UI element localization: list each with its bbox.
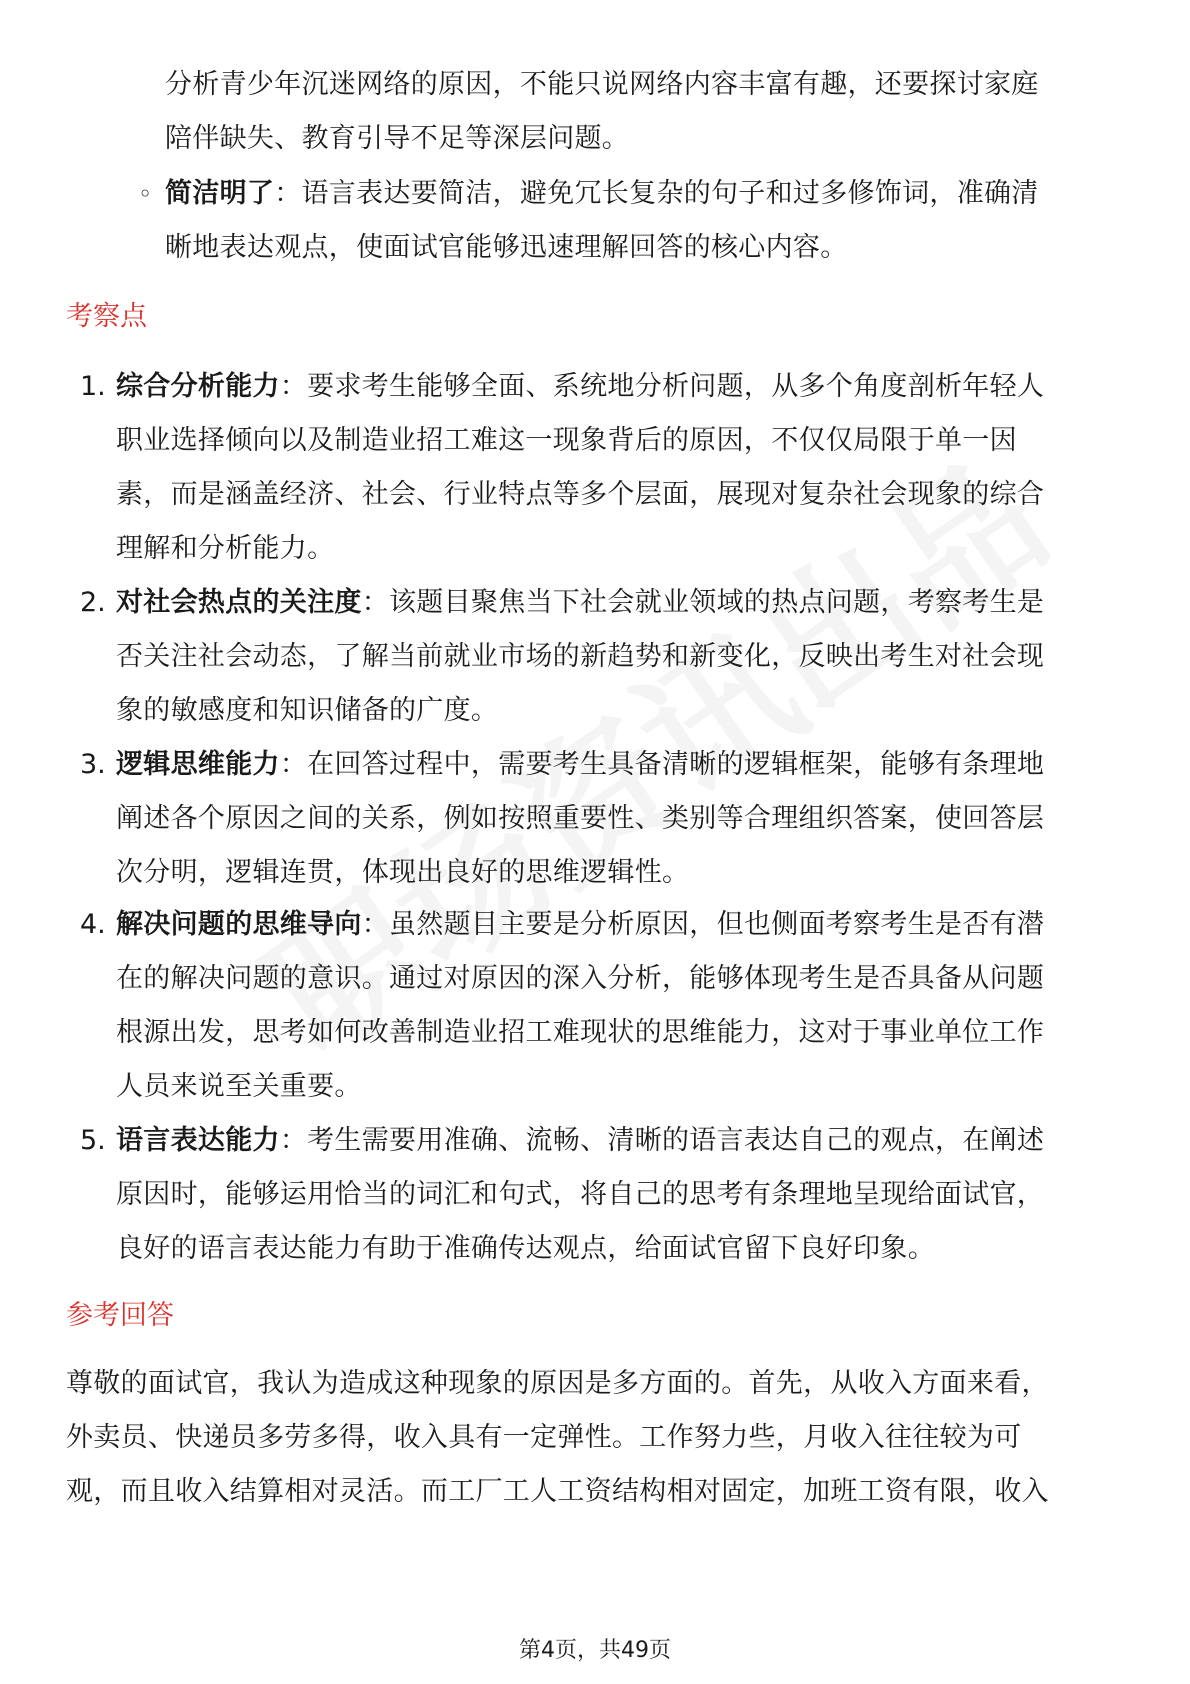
list-item-text: 良好的语言表达能力有助于准确传达观点，给面试官留下良好印象。 [116,1233,935,1264]
list-item-title: 对社会热点的关注度 [116,587,362,618]
list-item-title: 逻辑思维能力 [116,749,280,780]
list-item-text: ：虽然题目主要是分析原因，但也侧面考察考生是否有潜 [361,909,1045,940]
intro-line-1: 分析青少年沉迷网络的原因，不能只说网络内容丰富有趣，还要探讨家庭 [165,69,1039,100]
list-item-text: 根源出发，思考如何改善制造业招工难现状的思维能力，这对于事业单位工作 [116,1017,1045,1048]
list-item-title: 综合分析能力 [116,371,280,402]
list-item-text: ：该题目聚焦当下社会就业领域的热点问题，考察考生是 [361,587,1045,618]
list-item-text: 阐述各个原因之间的关系，例如按照重要性、类别等合理组织答案，使回答层 [116,803,1045,834]
list-number: 1. [80,371,106,402]
list-item-3-line-1 [116,745,1044,785]
list-item-text: 职业选择倾向以及制造业招工难这一现象背后的原因，不仅仅局限于单一因 [116,425,1017,456]
list-item-1-line-1 [116,367,1044,407]
list-item-text: ：要求考生能够全面、系统地分析问题，从多个角度剖析年轻人 [279,371,1045,402]
answer-line-2: 外卖员、快递员多劳多得，收入具有一定弹性。工作努力些，月收入往往较为可 [66,1422,1022,1453]
section-heading-examination-points: 考察点 [66,301,147,332]
answer-line-3: 观，而且收入结算相对灵活。而工厂工人工资结构相对固定，加班工资有限，收入 [66,1476,1049,1507]
list-number: 4. [80,909,106,940]
bullet-text-1: ：语言表达要简洁，避免冗长复杂的句子和过多修饰词，准确清 [274,178,1039,209]
list-item-text: 象的敏感度和知识储备的广度。 [116,695,499,726]
list-item-text: 在的解决问题的意识。通过对原因的深入分析，能够体现考生是否具备从问题 [116,963,1045,994]
list-item-title: 语言表达能力 [116,1125,280,1156]
list-item-text: 人员来说至关重要。 [116,1071,362,1102]
list-item-text: 理解和分析能力。 [116,533,335,564]
list-number: 5. [80,1125,106,1156]
list-item-text: ：考生需要用准确、流畅、清晰的语言表达自己的观点，在阐述 [279,1125,1045,1156]
list-item-text: ：在回答过程中，需要考生具备清晰的逻辑框架，能够有条理地 [279,749,1045,780]
section-heading-reference-answer: 参考回答 [66,1300,174,1331]
list-item-text: 否关注社会动态，了解当前就业市场的新趋势和新变化，反映出考生对社会现 [116,641,1045,672]
bullet-bold-term: 简洁明了 [165,178,275,209]
list-number: 2. [80,587,106,618]
list-item-text: 次分明，逻辑连贯，体现出良好的思维逻辑性。 [116,857,690,888]
list-item-text: 素，而是涵盖经济、社会、行业特点等多个层面，展现对复杂社会现象的综合 [116,479,1045,510]
list-item-2-line-1 [116,583,1044,623]
list-item-text: 原因时，能够运用恰当的词汇和句式，将自己的思考有条理地呈现给面试官， [116,1179,1045,1210]
list-number: 3. [80,749,106,780]
list-item-4-line-1 [116,905,1044,945]
answer-line-1: 尊敬的面试官，我认为造成这种现象的原因是多方面的。首先，从收入方面来看， [66,1368,1049,1399]
intro-line-2: 陪伴缺失、教育引导不足等深层问题。 [165,123,630,154]
bullet-symbol: ◦ [138,180,153,208]
bullet-text-2: 晰地表达观点，使面试官能够迅速理解回答的核心内容。 [165,232,848,263]
list-item-5-line-1 [116,1121,1044,1161]
list-item-title: 解决问题的思维导向 [116,909,362,940]
bullet-item-concise [165,174,1039,214]
page-number-footer: 第4页，共49页 [519,1638,671,1663]
